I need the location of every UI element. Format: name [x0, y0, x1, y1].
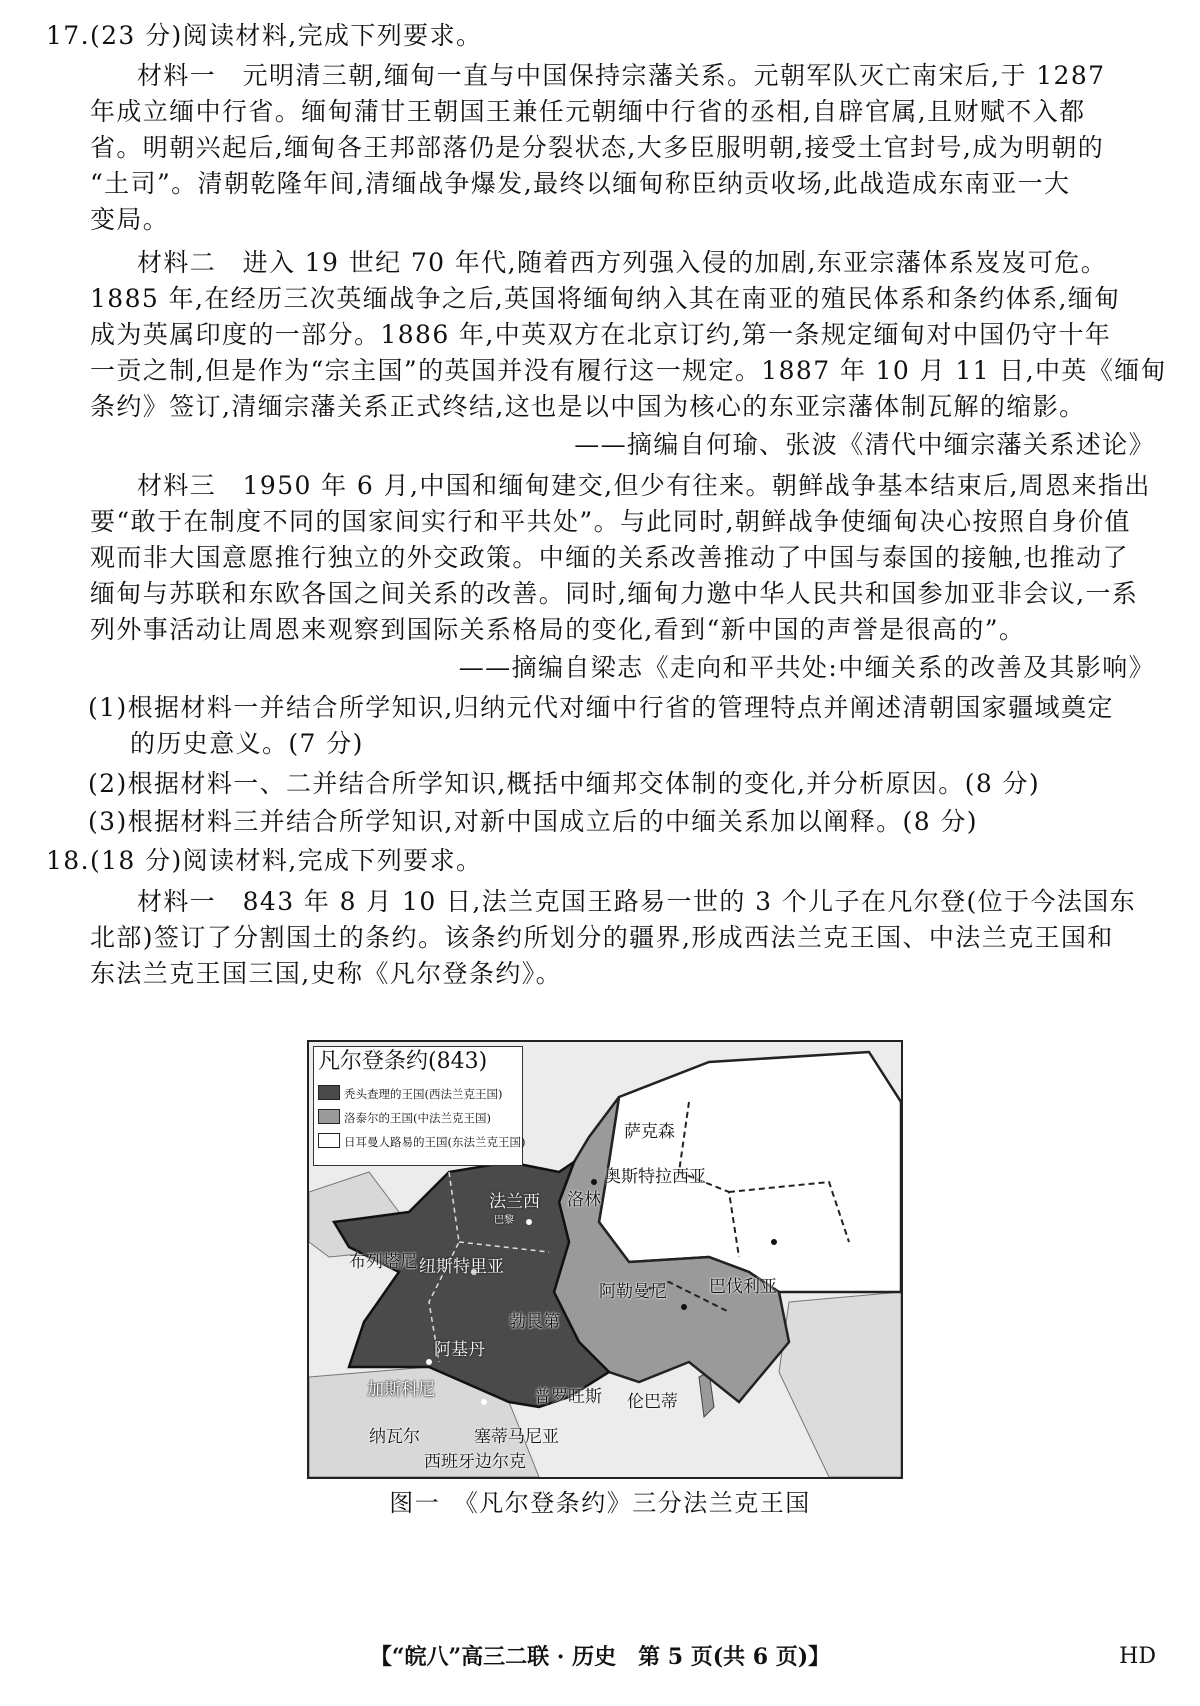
q17-m3-source: ——摘编自梁志《走向和平共处:中缅关系的改善及其影响》 — [458, 653, 1155, 682]
legend-item-west — [318, 1085, 502, 1102]
map-label-neustria: 纽斯特里亚 — [419, 1257, 504, 1277]
q17-question-1-cont: 的历史意义。(7 分) — [130, 729, 364, 758]
q17-m2-line: 条约》签订,清缅宗藩关系正式终结,这也是以中国为核心的东亚宗藩体制瓦解的缩影。 — [90, 392, 1086, 421]
legend-label: 洛泰尔的王国(中法兰克王国) — [344, 1111, 491, 1125]
q18-m1-line: 材料一 843 年 8 月 10 日,法兰克国王路易一世的 3 个儿子在凡尔登(位于今法国东 — [137, 887, 1137, 916]
map-label-alemannia: 阿勒曼尼 — [599, 1282, 667, 1302]
q17-m2-line: 材料二 进入 19 世纪 70 年代,随着西方列强入侵的加剧,东亚宗藩体系岌岌可危。 — [137, 248, 1108, 277]
map-title: 凡尔登条约(843) — [318, 1049, 488, 1074]
q17-m3-line: 缅甸与苏联和东欧各国之间关系的改善。同时,缅甸力邀中华人民共和国参加亚非会议,一系 — [90, 579, 1139, 608]
map-label-navarre: 纳瓦尔 — [369, 1427, 420, 1447]
q17-m3-line: 材料三 1950 年 6 月,中国和缅甸建交,但少有往来。朝鲜战争基本结束后,周恩来指出 — [137, 471, 1151, 500]
map-label-saxony: 萨克森 — [624, 1122, 675, 1142]
legend-item-east — [318, 1133, 525, 1150]
q18-m1-line: 东法兰克王国三国,史称《凡尔登条约》。 — [90, 959, 563, 988]
q17-m2-source: ——摘编自何瑜、张波《清代中缅宗藩关系述论》 — [574, 430, 1155, 459]
q17-m2-line: 成为英属印度的一部分。1886 年,中英双方在北京订约,第一条规定缅甸对中国仍守十年 — [90, 320, 1112, 349]
page-footer: 【“皖八”高三二联 · 历史 第 5 页(共 6 页)】 — [369, 1644, 831, 1670]
q17-m3-line: 观而非大国意愿推行独立的外交政策。中缅的关系改善推动了中国与泰国的接触,也推动了 — [90, 543, 1129, 572]
map-label-aquitaine: 阿基丹 — [434, 1340, 485, 1360]
map-label-burgundy: 勃艮第 — [509, 1312, 560, 1332]
map-label-flanders: 法兰西 — [489, 1192, 540, 1212]
map-label-bavaria: 巴伐利亚 — [709, 1277, 777, 1297]
q17-m1-line: 材料一 元明清三朝,缅甸一直与中国保持宗藩关系。元朝军队灭亡南宋后,于 1287 — [137, 61, 1106, 90]
map-label-gascony: 加斯科尼 — [367, 1380, 435, 1400]
map-label-lorraine: 洛林 — [567, 1190, 601, 1210]
map-label-paris: 巴黎 — [494, 1215, 514, 1226]
map-label-brittany: 布列塔尼 — [349, 1252, 417, 1272]
map-legend — [313, 1046, 526, 1166]
q18-header: 18.(18 分)阅读材料,完成下列要求。 — [46, 846, 483, 875]
verdun-treaty-map — [307, 1040, 903, 1479]
q17-m1-line: 变局。 — [90, 205, 170, 234]
footer-code: HD — [1119, 1644, 1156, 1669]
map-label-austrasia: 奥斯特拉西亚 — [604, 1167, 706, 1187]
legend-swatch-white — [318, 1133, 340, 1148]
q17-question-1: (1)根据材料一并结合所学知识,归纳元代对缅中行省的管理特点并阐述清朝国家疆域奠定 — [88, 693, 1114, 722]
q17-m2-line: 一贡之制,但是作为“宗主国”的英国并没有履行这一规定。1887 年 10 月 11 日,中英《缅甸 — [90, 356, 1168, 385]
q17-question-2: (2)根据材料一、二并结合所学知识,概括中缅邦交体制的变化,并分析原因。(8 分) — [88, 769, 1041, 798]
q17-m1-line: 年成立缅中行省。缅甸蒲甘王朝国王兼任元朝缅中行省的丞相,自辟官属,且财赋不入都 — [90, 97, 1086, 126]
q18-m1-line: 北部)签订了分割国土的条约。该条约所划分的疆界,形成西法兰克王国、中法兰克王国和 — [90, 923, 1114, 952]
legend-swatch-dark — [318, 1085, 340, 1100]
q17-header: 17.(23 分)阅读材料,完成下列要求。 — [46, 21, 483, 50]
map-label-lombardy: 伦巴蒂 — [627, 1392, 678, 1412]
map-label-septimania: 塞蒂马尼亚 — [474, 1427, 559, 1447]
q17-m1-line: 省。明朝兴起后,缅甸各王邦部落仍是分裂状态,大多臣服明朝,接受土官封号,成为明朝的 — [90, 133, 1105, 162]
map-label-spanish-march: 西班牙边尔克 — [424, 1452, 526, 1472]
map-label-provence: 普罗旺斯 — [534, 1387, 602, 1407]
q17-m1-line: “土司”。清朝乾隆年间,清缅战争爆发,最终以缅甸称臣纳贡收场,此战造成东南亚一大 — [90, 169, 1071, 198]
legend-swatch-grey — [318, 1109, 340, 1124]
figure-caption: 图一 《凡尔登条约》三分法兰克王国 — [389, 1489, 811, 1517]
legend-label: 秃头查理的王国(西法兰克王国) — [344, 1087, 503, 1101]
q17-question-3: (3)根据材料三并结合所学知识,对新中国成立后的中缅关系加以阐释。(8 分) — [88, 807, 978, 836]
q17-m3-line: 列外事活动让周恩来观察到国际关系格局的变化,看到“新中国的声誉是很高的”。 — [90, 615, 1026, 644]
legend-label: 日耳曼人路易的王国(东法兰克王国) — [344, 1135, 526, 1149]
legend-item-middle — [318, 1109, 491, 1126]
q17-m2-line: 1885 年,在经历三次英缅战争之后,英国将缅甸纳入其在南亚的殖民体系和条约体系,缅甸 — [90, 284, 1121, 313]
q17-m3-line: 要“敢于在制度不同的国家间实行和平共处”。与此同时,朝鲜战争使缅甸决心按照自身价值 — [90, 507, 1131, 536]
